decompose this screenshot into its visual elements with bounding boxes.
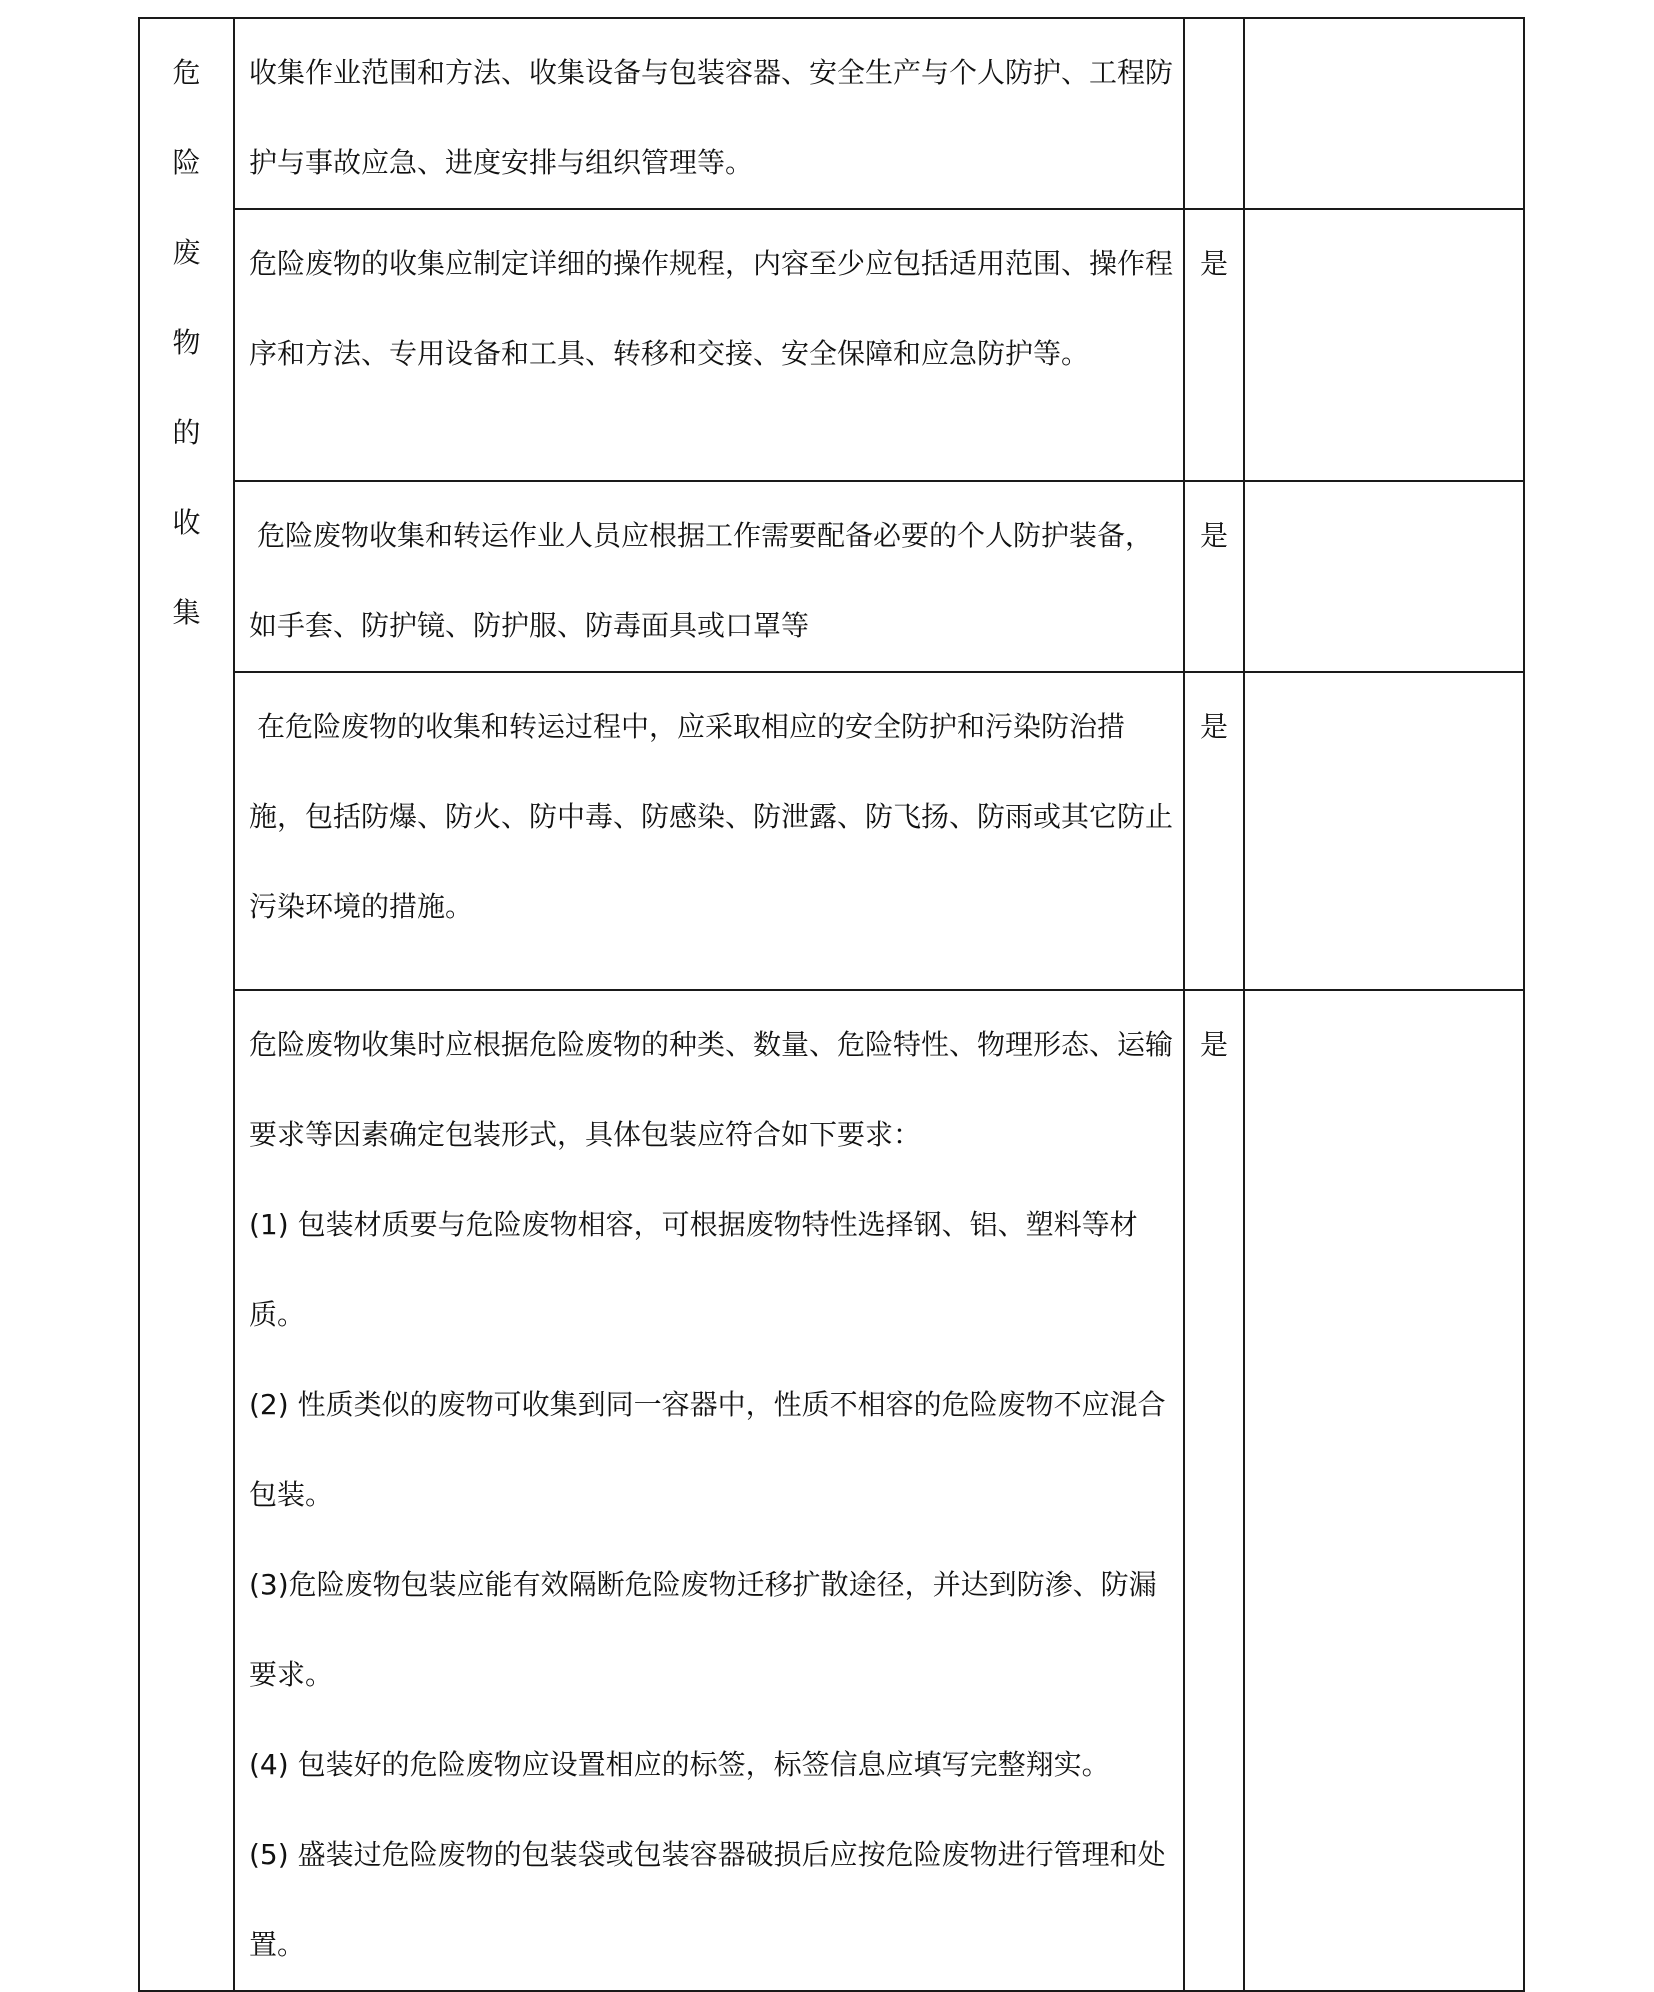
note-cell (1244, 481, 1524, 672)
note-cell (1244, 672, 1524, 990)
result-cell: 是 (1184, 990, 1244, 1991)
category-char: 废 (172, 236, 201, 269)
requirement-item: (2) 性质类似的废物可收集到同一容器中，性质不相容的危险废物不应混合包装。 (249, 1388, 1166, 1511)
requirement-cell (234, 209, 1184, 481)
result-cell (1184, 18, 1244, 209)
category-label (140, 19, 233, 658)
requirement-item: (3)危险废物包装应能有效隔断危险废物迁移扩散途径，并达到防渗、防漏要求。 (249, 1568, 1157, 1691)
table-row (139, 990, 1524, 1991)
requirement-cell (234, 990, 1184, 1991)
category-char: 危 (172, 56, 201, 89)
requirement-cell (234, 672, 1184, 990)
requirement-item: (5) 盛装过危险废物的包装袋或包装容器破损后应按危险废物进行管理和处置。 (249, 1838, 1166, 1961)
category-char: 收 (172, 506, 201, 539)
requirement-text: 危险废物收集和转运作业人员应根据工作需要配备必要的个人防护装备，如手套、防护镜、防护服、防毒面具或口罩等 (249, 519, 1154, 642)
requirement-text: 收集作业范围和方法、收集设备与包装容器、安全生产与个人防护、工程防护与事故应急、进度安排与组织管理等。 (249, 56, 1174, 179)
category-char: 险 (172, 146, 201, 179)
category-char: 的 (172, 416, 201, 449)
requirement-cell (234, 18, 1184, 209)
result-cell: 是 (1184, 672, 1244, 990)
requirement-text: 危险废物收集时应根据危险废物的种类、数量、危险特性、物理形态、运输要求等因素确定包装形式，具体包装应符合如下要求： (249, 1028, 1174, 1151)
category-cell (139, 18, 234, 1991)
category-char: 集 (172, 596, 201, 629)
category-char: 物 (172, 326, 201, 359)
result-cell: 是 (1184, 209, 1244, 481)
table-row (139, 209, 1524, 481)
requirement-text: 在危险废物的收集和转运过程中，应采取相应的安全防护和污染防治措施，包括防爆、防火、防中毒、防感染、防泄露、防飞扬、防雨或其它防止污染环境的措施。 (249, 710, 1174, 923)
note-cell (1244, 18, 1524, 209)
requirement-item: (4) 包装好的危险废物应设置相应的标签，标签信息应填写完整翔实。 (249, 1748, 1110, 1781)
note-cell (1244, 990, 1524, 1991)
table-row (139, 672, 1524, 990)
checklist-table (138, 17, 1525, 1992)
requirement-text: 危险废物的收集应制定详细的操作规程，内容至少应包括适用范围、操作程序和方法、专用设备和工具、转移和交接、安全保障和应急防护等。 (249, 247, 1174, 370)
table-row (139, 18, 1524, 209)
result-cell: 是 (1184, 481, 1244, 672)
note-cell (1244, 209, 1524, 481)
requirement-cell (234, 481, 1184, 672)
requirement-item: (1) 包装材质要与危险废物相容，可根据废物特性选择钢、铝、塑料等材质。 (249, 1208, 1138, 1331)
table-row (139, 481, 1524, 672)
